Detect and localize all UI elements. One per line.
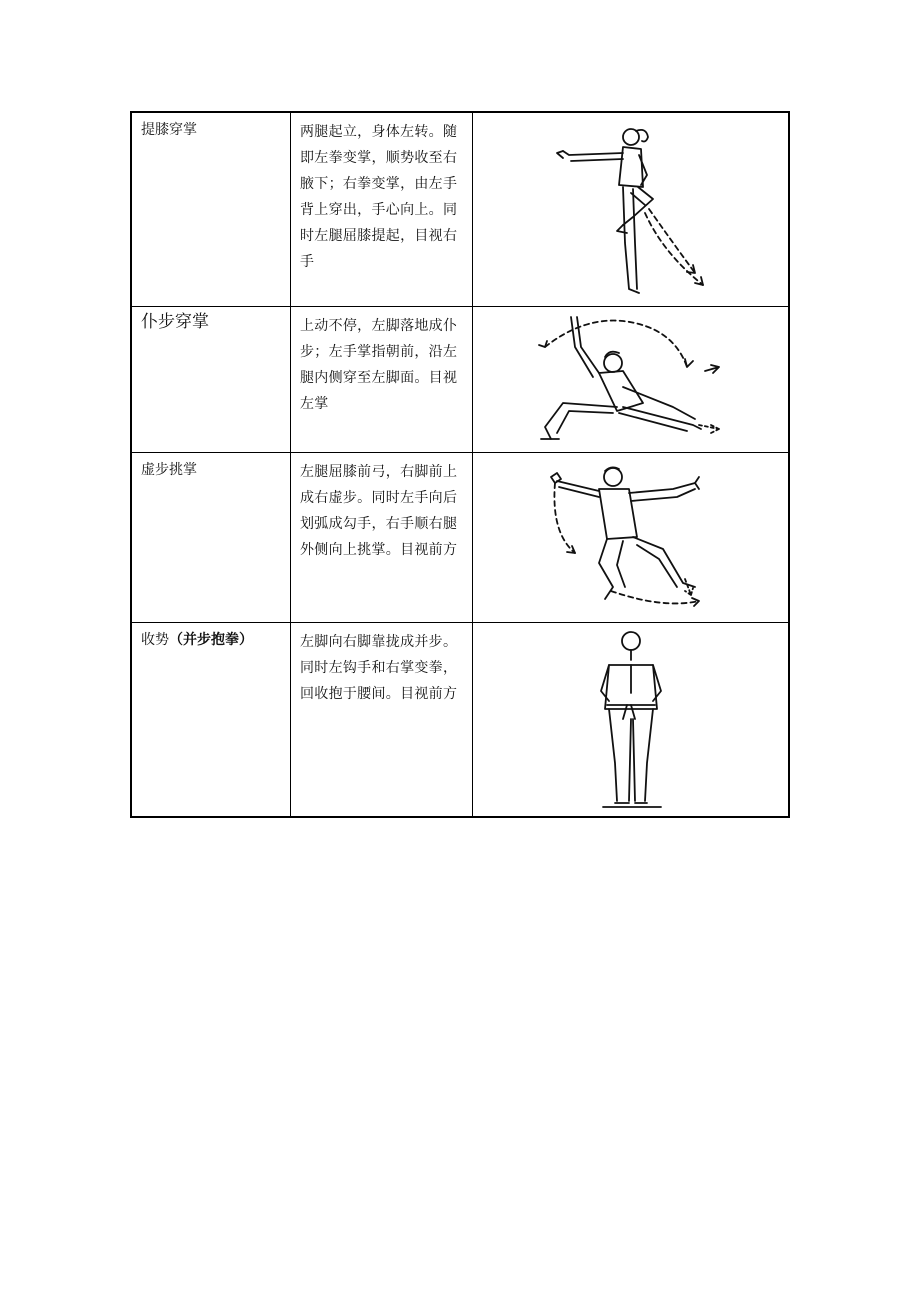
movement-name-prefix: 收势 bbox=[141, 632, 169, 648]
movement-name-cell bbox=[131, 453, 290, 623]
table-row bbox=[131, 307, 789, 453]
table-row bbox=[131, 623, 789, 818]
crouch-stance-figure-illustration bbox=[473, 307, 789, 452]
knee-raise-figure-illustration bbox=[473, 113, 789, 306]
movement-name-cell bbox=[131, 623, 290, 818]
movement-description: 两腿起立，身体左转。随即左拳变掌，顺势收至右腋下；右拳变掌，由左手背上穿出，手心向上。同时左腿屈膝提起，目视右手 bbox=[299, 124, 458, 270]
movement-name-bold: （并步抱拳） bbox=[169, 632, 253, 648]
movement-name-cell bbox=[131, 307, 290, 453]
movement-name bbox=[132, 623, 290, 651]
movement-description: 上动不停，左脚落地成仆步；左手掌指朝前，沿左腿内侧穿至左脚面。目视左掌 bbox=[299, 318, 458, 412]
movement-figure-cell bbox=[472, 112, 789, 307]
movement-table bbox=[130, 111, 790, 818]
movement-description: 左腿屈膝前弓，右脚前上成右虚步。同时左手向后划弧成勾手，右手顺右腿外侧向上挑掌。目视前方 bbox=[299, 464, 458, 558]
movement-name: 虚步挑掌 bbox=[141, 462, 197, 478]
movement-figure-cell bbox=[472, 307, 789, 453]
movement-description-cell bbox=[290, 453, 472, 623]
movement-description-cell bbox=[290, 623, 472, 818]
table-row bbox=[131, 112, 789, 307]
movement-name-cell bbox=[131, 112, 290, 307]
closing-stance-figure-illustration bbox=[473, 623, 789, 816]
table-row bbox=[131, 453, 789, 623]
movement-figure-cell bbox=[472, 453, 789, 623]
movement-description: 左脚向右脚靠拢成并步。同时左钩手和右掌变拳，回收抱于腰间。目视前方 bbox=[299, 634, 458, 702]
empty-stance-figure-illustration bbox=[473, 453, 789, 622]
movement-name: 仆步穿掌 bbox=[141, 312, 209, 332]
movement-description-cell bbox=[290, 112, 472, 307]
movement-name: 提膝穿掌 bbox=[141, 122, 197, 138]
movement-figure-cell bbox=[472, 623, 789, 818]
movement-description-cell bbox=[290, 307, 472, 453]
